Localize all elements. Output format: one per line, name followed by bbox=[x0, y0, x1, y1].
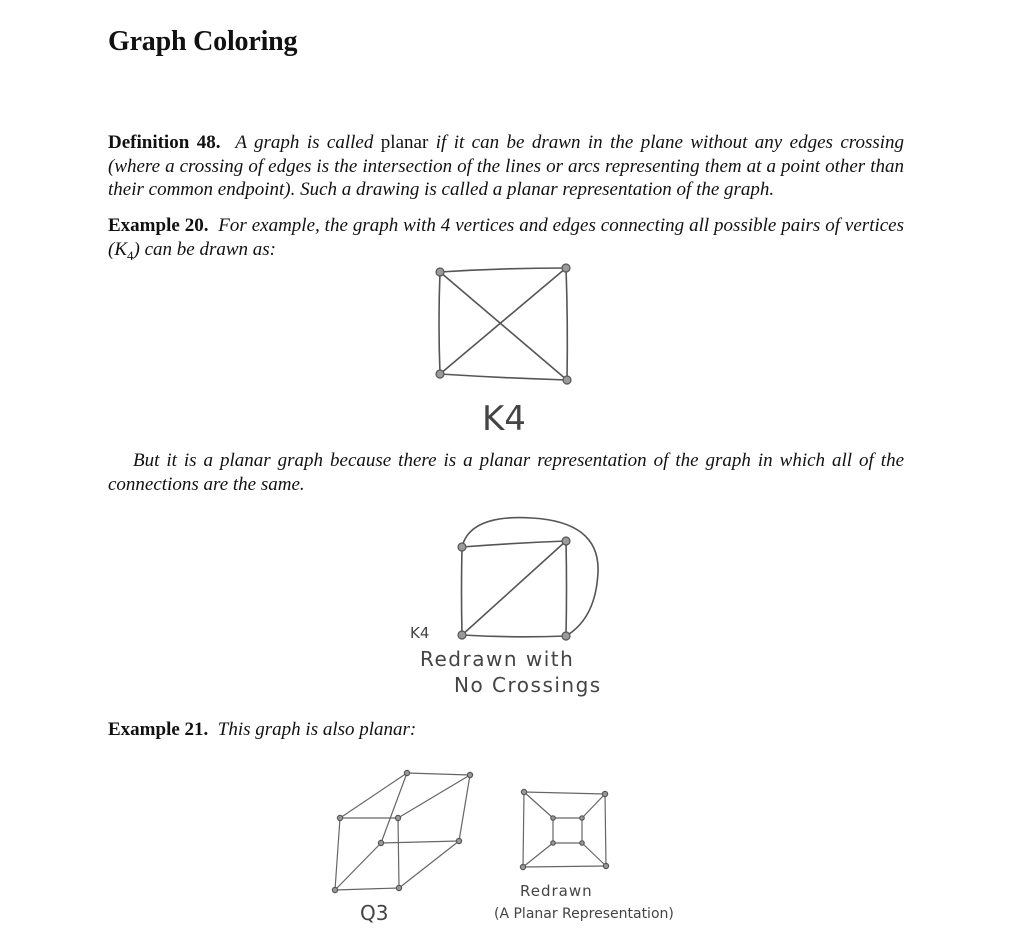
q3-vertex-6 bbox=[395, 815, 400, 820]
q3-vertex-1 bbox=[404, 770, 409, 775]
q3-back-bottom bbox=[381, 841, 459, 843]
q3-vertex-3 bbox=[456, 838, 461, 843]
k4-figure bbox=[436, 264, 571, 439]
q3r-vertex-1 bbox=[521, 789, 526, 794]
k4r-edge-arc bbox=[462, 518, 598, 636]
k4r-vertex-2 bbox=[562, 537, 570, 545]
q3r-vertex-6 bbox=[580, 816, 584, 820]
q3r-caption-line-1: Redrawn bbox=[520, 882, 593, 900]
q3-back-top bbox=[407, 773, 470, 775]
q3r-outer-bottom bbox=[523, 866, 606, 867]
example-20-subscript: 4 bbox=[127, 247, 134, 263]
k4r-edge-right bbox=[566, 541, 567, 636]
q3r-spoke-3 bbox=[582, 843, 606, 866]
k4-vertex-4 bbox=[563, 376, 571, 384]
k4r-edge-bottom bbox=[462, 635, 566, 637]
q3-figure bbox=[332, 770, 472, 925]
k4r-vertex-1 bbox=[458, 543, 466, 551]
q3r-spoke-1 bbox=[524, 792, 553, 818]
k4-vertex-2 bbox=[562, 264, 570, 272]
q3-connect-2 bbox=[398, 775, 470, 818]
q3-vertex-7 bbox=[396, 885, 401, 890]
q3-connect-3 bbox=[335, 843, 381, 890]
q3-vertex-4 bbox=[378, 840, 383, 845]
page-title: Graph Coloring bbox=[108, 26, 298, 57]
q3r-vertex-5 bbox=[551, 816, 555, 820]
planar-note-text: But it is a planar graph because there is a planar representation of the graph in which all of the connections are the same. bbox=[108, 450, 904, 495]
q3-vertex-8 bbox=[332, 887, 337, 892]
example-20-text-after: ) can be drawn as: bbox=[133, 238, 276, 260]
q3-connect-1 bbox=[340, 773, 407, 818]
example-21-label: Example 21. bbox=[108, 719, 209, 740]
definition-text-after: if it can be drawn in the plane without any edges crossing (where a crossing of edges is the intersection of the lines or arcs representing them at a point other than their common endpoint). Such a drawing is called a planar representation of the graph. bbox=[108, 132, 905, 200]
example-21-text: This graph is also planar: bbox=[217, 719, 417, 740]
q3-front-left bbox=[335, 818, 340, 890]
q3-caption: Q3 bbox=[360, 901, 389, 925]
k4-edge-left bbox=[439, 272, 440, 374]
k4-edge-top bbox=[440, 268, 566, 272]
q3-vertex-2 bbox=[467, 772, 472, 777]
k4-edge-bottom bbox=[440, 374, 567, 380]
q3r-caption-line-2: (A Planar Representation) bbox=[494, 906, 674, 922]
k4r-vertex-3 bbox=[458, 631, 466, 639]
example-20-label: Example 20. bbox=[108, 215, 209, 236]
q3-front-bottom bbox=[335, 888, 399, 890]
k4-edge-diagonal-b bbox=[440, 268, 566, 374]
q3-connect-4 bbox=[399, 841, 459, 888]
k4r-edge-top bbox=[462, 541, 566, 547]
q3r-spoke-2 bbox=[582, 794, 605, 818]
k4-vertex-3 bbox=[436, 370, 444, 378]
k4r-edge-diagonal bbox=[462, 541, 566, 635]
q3-back-left bbox=[381, 773, 407, 843]
q3r-spoke-4 bbox=[523, 843, 553, 867]
k4-edge-diagonal-a bbox=[440, 272, 567, 380]
q3r-outer-right bbox=[605, 794, 606, 866]
k4r-caption-line-2: No Crossings bbox=[454, 673, 602, 697]
q3r-vertex-8 bbox=[551, 841, 555, 845]
k4r-label: K4 bbox=[410, 624, 430, 642]
k4r-vertex-4 bbox=[562, 632, 570, 640]
k4r-caption-line-1: Redrawn with bbox=[420, 647, 575, 671]
q3r-vertex-3 bbox=[603, 863, 608, 868]
k4-edge-right bbox=[566, 268, 567, 380]
q3-vertex-5 bbox=[337, 815, 342, 820]
q3r-outer-top bbox=[524, 792, 605, 794]
definition-text-before: A graph is called bbox=[235, 132, 374, 153]
q3r-vertex-7 bbox=[580, 841, 584, 845]
q3-back-right bbox=[459, 775, 470, 841]
definition-term: planar bbox=[380, 132, 429, 153]
k4-redrawn-figure bbox=[410, 518, 602, 697]
q3r-vertex-4 bbox=[520, 864, 525, 869]
q3-redrawn-figure bbox=[494, 789, 674, 922]
k4-vertex-1 bbox=[436, 268, 444, 276]
q3r-vertex-2 bbox=[602, 791, 607, 796]
k4r-edge-left bbox=[462, 547, 463, 635]
definition-label: Definition 48. bbox=[108, 132, 221, 153]
example-20-text-before: For example, the graph with 4 vertices and edges connecting all possible pairs of vertices (K bbox=[108, 215, 905, 260]
k4-caption: K4 bbox=[482, 399, 526, 439]
q3-front-right bbox=[398, 818, 399, 888]
q3r-outer-left bbox=[523, 792, 524, 867]
